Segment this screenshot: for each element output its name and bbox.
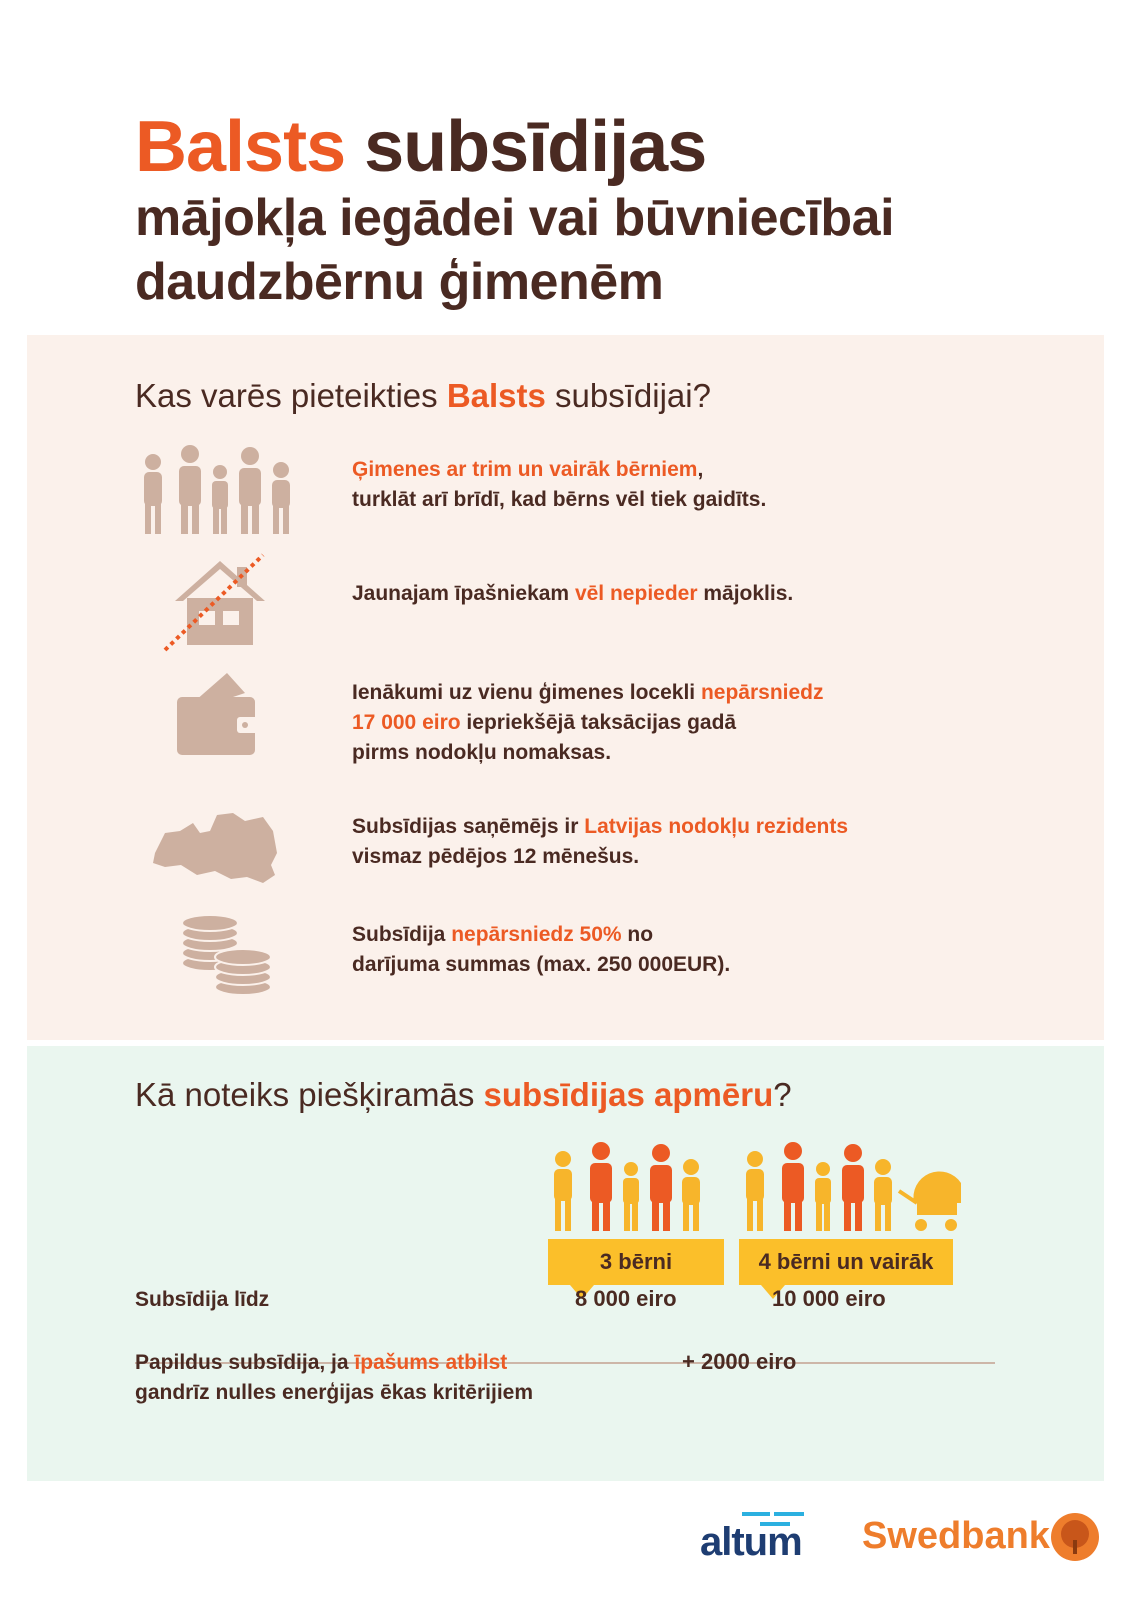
swedbank-logo: Swedbank (862, 1515, 1050, 1557)
amount-heading: Kā noteiks piešķiramās subsīdijas apmēru? (135, 1076, 792, 1113)
subsidy-row-label: Subsīdija līdz (135, 1288, 270, 1311)
badge-4-children: 4 bērni un vairāk (739, 1239, 953, 1285)
criterion-limit: Subsīdija nepārsniedz 50% no darījuma summas (max. 250 000EUR). (352, 923, 731, 976)
altum-bar (774, 1512, 804, 1516)
footer-logos (0, 1490, 1131, 1600)
subsidy-amount-3: 8 000 eiro (575, 1286, 677, 1311)
page-title (135, 108, 1035, 314)
extra-subsidy-amount: + 2000 eiro (682, 1349, 797, 1374)
title-line3: daudzbērnu ģimenēm (135, 253, 664, 311)
title-line1: subsīdijas (345, 107, 707, 187)
criterion-residency: Subsīdijas saņēmējs ir Latvijas nodokļu rezidents vismaz pēdējos 12 mēnešus. (352, 815, 849, 868)
title-line2: mājokļa iegādei vai būvniecībai (135, 189, 895, 247)
title-highlight: Balsts (135, 107, 346, 187)
eligibility-heading: Kas varēs pieteikties Balsts subsīdijai? (135, 377, 711, 414)
badge-3-children: 3 bērni (548, 1239, 724, 1285)
subsidy-amount-4: 10 000 eiro (772, 1286, 886, 1311)
swedbank-oak-icon (1050, 1512, 1100, 1562)
latvia-map-icon (135, 803, 305, 903)
family-3-children-icon (547, 1141, 717, 1236)
criterion-income: Ienākumi uz vienu ģimenes locekli nepārsniedz 17 000 eiro iepriekšējā taksācijas gadā pirms nodokļu nomaksas. (352, 681, 824, 764)
criterion-family: Ģimenes ar trim un vairāk bērniem, turklāt arī brīdī, kad bērns vēl tiek gaidīts. (352, 458, 767, 511)
altum-logo: altum (700, 1520, 802, 1564)
coins-icon (135, 907, 305, 1007)
amount-section (27, 1046, 1104, 1481)
wallet-icon (135, 667, 305, 767)
eligibility-section (27, 335, 1104, 1040)
criterion-house: Jaunajam īpašniekam vēl nepieder mājoklis. (352, 582, 794, 605)
no-house-icon (135, 553, 305, 653)
family-icon (135, 442, 305, 542)
family-4-children-icon (739, 1141, 969, 1236)
extra-subsidy-text: Papildus subsīdija, ja īpašums atbilst gandrīz nulles enerģijas ēkas kritērijiem (135, 1351, 534, 1404)
altum-bar (742, 1512, 770, 1516)
